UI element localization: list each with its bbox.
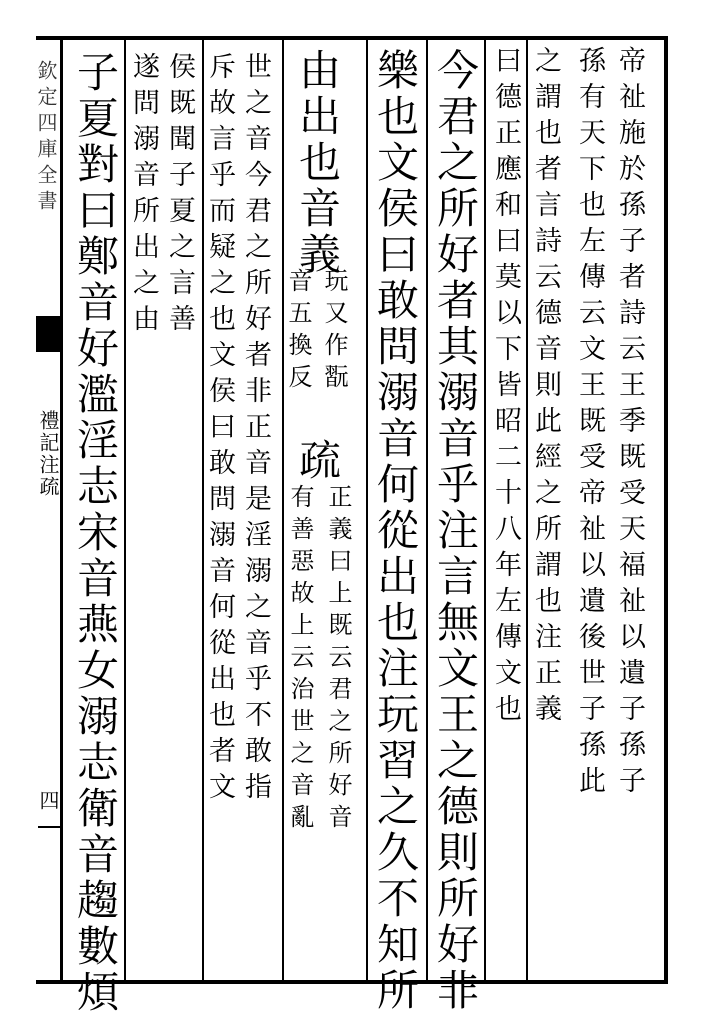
main-text-column-5: 今君之所好者其溺音乎注言無文王之德則所好非 xyxy=(431,48,480,1014)
frame-top-rule xyxy=(36,36,668,40)
commentary-column-7a: 正義曰上既云君之所好音 xyxy=(324,484,352,836)
book-title: 禮記注疏 xyxy=(36,410,60,498)
frame-right-rule xyxy=(664,36,668,984)
main-text-column-12: 子夏對曰鄭音好濫淫志宋音燕女溺志衛音趨數煩 xyxy=(71,50,120,1016)
commentary-column-3: 之謂也者言詩云德音則此經之所謂也注正義 xyxy=(530,46,561,730)
commentary-column-11: 遂問溺音所出之由 xyxy=(128,52,159,340)
commentary-column-8: 世之音今君之所好者非正音是淫溺之音乎不敢指 xyxy=(240,52,271,808)
column-separator xyxy=(124,40,126,980)
column-separator xyxy=(484,40,486,980)
fishtail-mark xyxy=(36,316,60,352)
column-separator xyxy=(426,40,428,980)
main-text-column-7: 由出也音義 xyxy=(293,48,342,278)
margin-header-fragment: 欽定四庫全書 xyxy=(34,60,58,216)
main-text-column-6: 樂也文侯曰敢問溺音何從出也注玩習之久不知所 xyxy=(371,48,420,1014)
page-number: 四 xyxy=(36,790,60,812)
commentary-column-2: 孫有天下也左傳云文王既受帝祉以遺後世子孫此 xyxy=(574,46,605,802)
frame-left-rule xyxy=(60,40,63,980)
shu-marker: 疏 xyxy=(293,438,342,484)
commentary-column-9: 斥故言乎而疑之也文侯曰敢問溺音何從出也者文 xyxy=(204,52,235,808)
column-separator xyxy=(366,40,368,980)
frame-bottom-rule xyxy=(36,980,668,984)
commentary-column-7b: 有善惡故上云治世之音亂 xyxy=(286,484,314,836)
commentary-column-4: 曰德正應和曰莫以下皆昭二十八年左傳文也 xyxy=(490,46,521,730)
commentary-column-10: 侯既聞子夏之言善 xyxy=(164,52,195,340)
column-separator xyxy=(526,40,528,980)
phonetic-note-left: 音五換反 xyxy=(284,268,312,396)
phonetic-note-right: 玩又作翫 xyxy=(320,268,348,396)
commentary-column-1: 帝祉施於孫子者詩云王季既受天福祉以遺子孫子 xyxy=(614,46,645,802)
page-number-rule xyxy=(38,826,60,828)
column-separator xyxy=(282,40,284,980)
